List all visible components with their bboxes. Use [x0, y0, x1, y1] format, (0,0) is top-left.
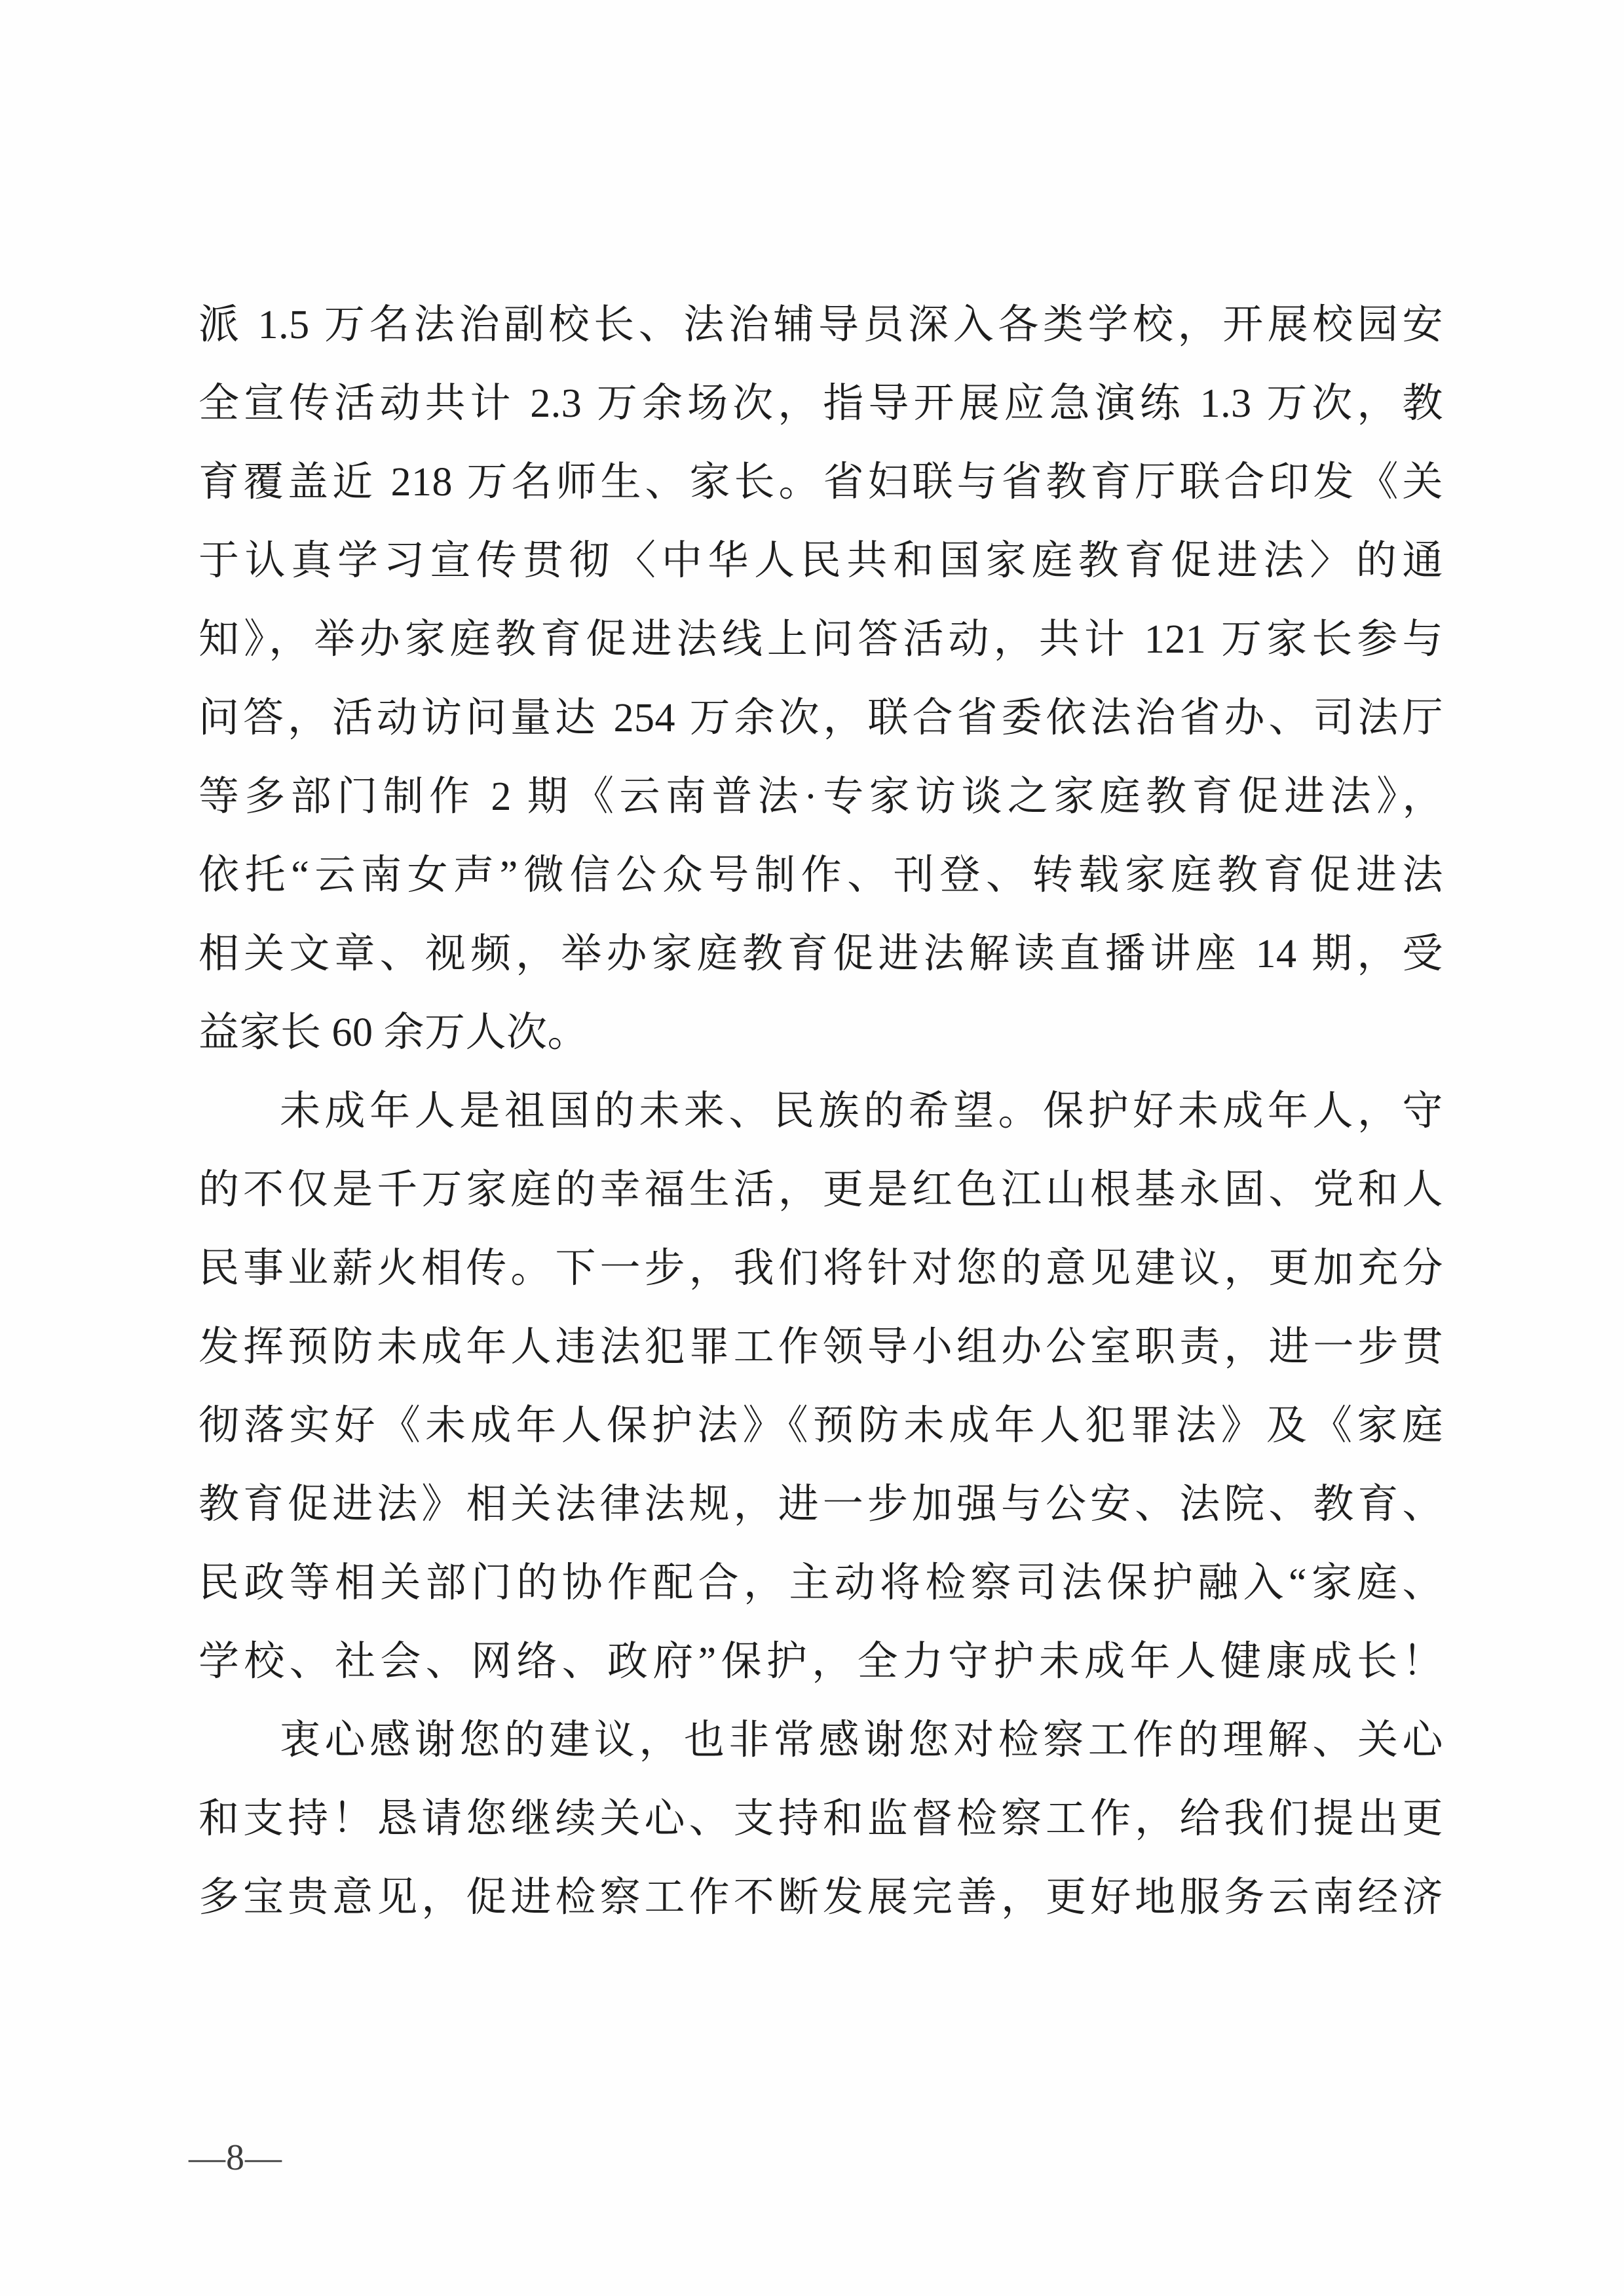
paragraph — [198, 286, 1443, 1072]
text-line: 教育促进法》相关法律法规，进一步加强与公安、法院、教育、 — [198, 1482, 1443, 1527]
text-line: 育覆盖近 218 万名师生、家长。省妇联与省教育厅联合印发《关 — [198, 460, 1443, 505]
text-line: 问答，活动访问量达 254 万余次，联合省委依法治省办、司法厅 — [198, 696, 1443, 740]
text-line: 益家长 60 余万人次。 — [198, 1010, 589, 1055]
text-line: 学校、社会、网络、政府”保护，全力守护未成年人健康成长！ — [198, 1639, 1443, 1684]
text-line: 民事业薪火相传。下一步，我们将针对您的意见建议，更加充分 — [198, 1246, 1443, 1291]
text-line: 和支持！恳请您继续关心、支持和监督检察工作，给我们提出更 — [198, 1797, 1443, 1841]
text-line: 衷心感谢您的建议，也非常感谢您对检察工作的理解、关心 — [280, 1718, 1443, 1763]
text-line: 的不仅是千万家庭的幸福生活，更是红色江山根基永固、党和人 — [198, 1168, 1443, 1212]
text-line: 彻落实好《未成年人保护法》《预防未成年人犯罪法》及《家庭 — [198, 1404, 1443, 1448]
text-line: 等多部门制作 2 期《云南普法·专家访谈之家庭教育促进法》， — [198, 775, 1443, 819]
page-number: —8— — [189, 2137, 282, 2178]
paragraph — [198, 1072, 1443, 1701]
text-line: 未成年人是祖国的未来、民族的希望。保护好未成年人，守 — [280, 1089, 1443, 1134]
text-line: 知》，举办家庭教育促进法线上问答活动，共计 121 万家长参与 — [198, 617, 1443, 662]
text-line: 于认真学习宣传贯彻〈中华人民共和国家庭教育促进法〉的通 — [198, 539, 1443, 583]
text-line: 依托“云南女声”微信公众号制作、刊登、转载家庭教育促进法 — [198, 853, 1443, 898]
text-line: 相关文章、视频，举办家庭教育促进法解读直播讲座 14 期，受 — [198, 932, 1443, 976]
text-line: 全宣传活动共计 2.3 万余场次，指导开展应急演练 1.3 万次，教 — [198, 381, 1443, 426]
body-text — [198, 286, 1443, 1937]
text-line: 派 1.5 万名法治副校长、法治辅导员深入各类学校，开展校园安 — [198, 303, 1443, 347]
text-line: 民政等相关部门的协作配合，主动将检察司法保护融入“家庭、 — [198, 1561, 1443, 1605]
paragraph — [198, 1701, 1443, 1937]
text-line: 多宝贵意见，促进检察工作不断发展完善，更好地服务云南经济 — [198, 1875, 1443, 1920]
text-line: 发挥预防未成年人违法犯罪工作领导小组办公室职责，进一步贯 — [198, 1325, 1443, 1369]
